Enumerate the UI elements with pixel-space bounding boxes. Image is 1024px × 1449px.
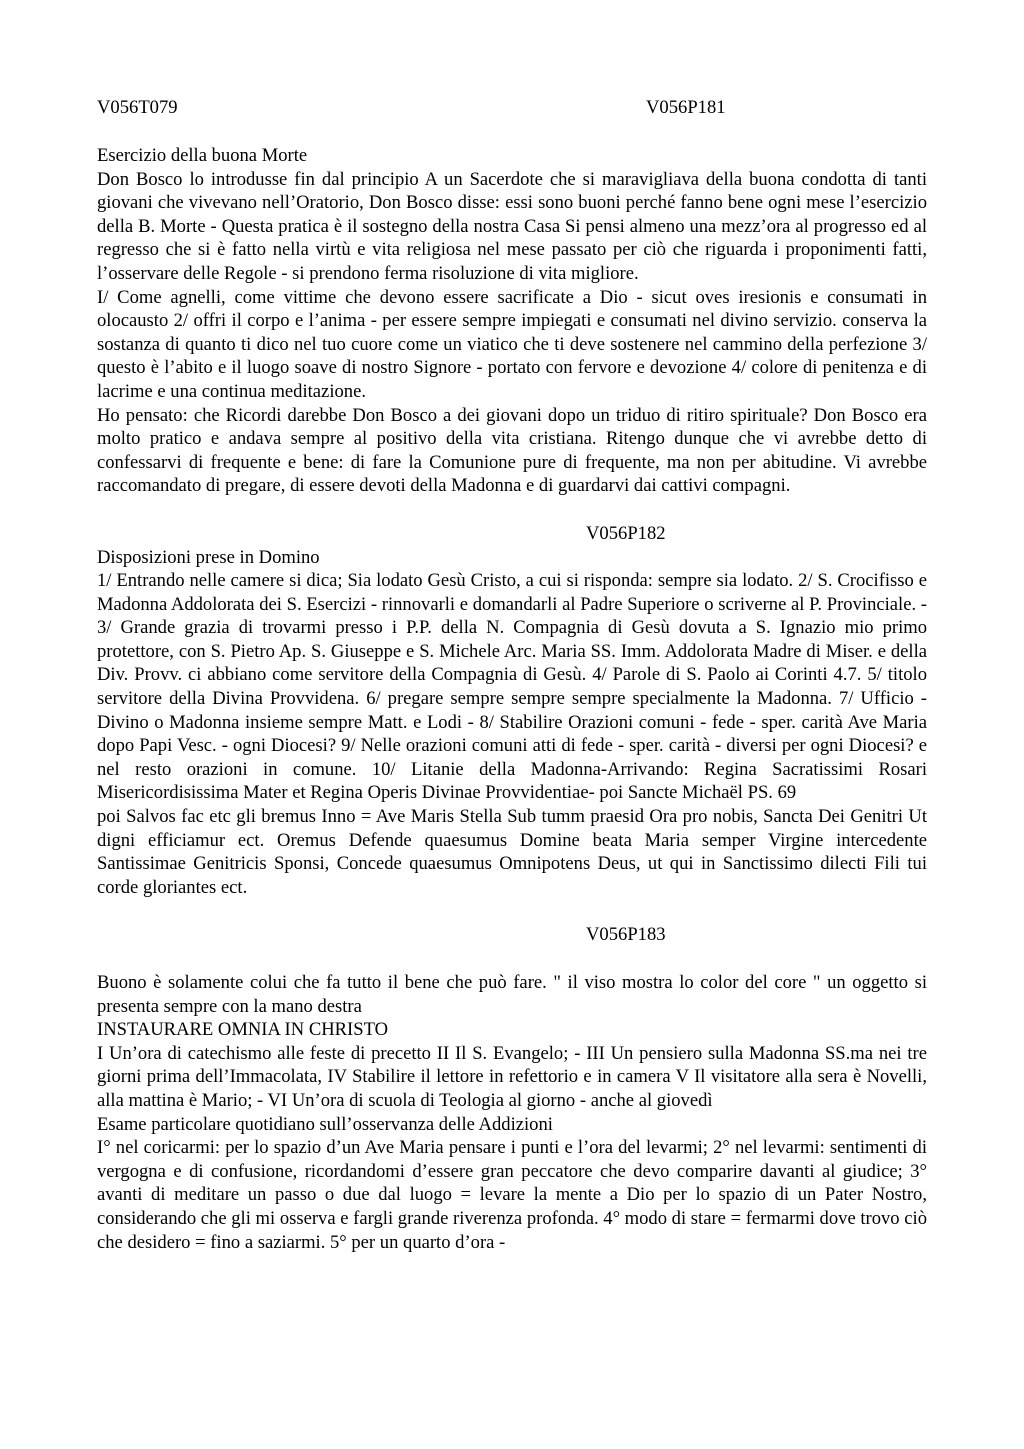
section-disposizioni xyxy=(97,522,927,900)
section-title: Esercizio della buona Morte xyxy=(97,145,308,166)
page-ref-183: V056P183 xyxy=(586,924,666,946)
page-ref-182: V056P182 xyxy=(586,522,666,544)
paragraph: poi Salvos fac etc gli bremus Inno = Ave Maris Stella Sub tumm praesid Ora pro nobis, Sancta Dei Genitri Ut digni efficiamur ect. Oremus Defende quaesumus Domine beata Maria semper Virgine intercedente Santissimae Genitricis Sponsi, Concede quaesumus Omnipotens Deus, ut qui in Sanctissimo dilecti Fili tui corde gloriantes ect. xyxy=(97,806,927,898)
page-header xyxy=(97,96,927,120)
section-buona-morte xyxy=(97,144,927,498)
section-instaurare xyxy=(97,923,927,1254)
paragraph: I/ Come agnelli, come vittime che devono essere sacrificate a Dio - sicut oves iresionis e consumati in olocausto 2/ offri il corpo e l’anima - per essere sempre impiegati e consumati nel divino servizio. conserva la sostanza di quanto ti dico nel tuo cuore come un viatico che ti deve sostenere nel cammino della perfezione 3/ questo è l’abito e il luogo soave di nostro Signore - portato con fervore e devozione 4/ colore di penitenza e di lacrime e una continua meditazione. xyxy=(97,286,927,402)
section-heading: INSTAURARE OMNIA IN CHRISTO xyxy=(97,1019,389,1041)
section-title: Disposizioni prese in Domino xyxy=(97,546,320,568)
paragraph: I° nel coricarmi: per lo spazio d’un Ave Maria pensare i punti e l’ora del levarmi; 2° nel levarmi: sentimenti di vergogna e di confusione, ricordandomi d’essere gran peccatore che devo comparire davanti al giudice; 3° avanti di meditare un passo o due dal luogo = levare la mente a Dio per lo spazio di un Pater Nostro, considerando che gli mi osserva e fargli grande riverenza profonda. 4° modo di stare = fermarmi dove trovo ciò che desidero = fino a saziarmi. 5° per un quarto d’ora - xyxy=(97,1137,927,1253)
paragraph: 1/ Entrando nelle camere si dica; Sia lodato Gesù Cristo, a cui si risponda: sempre sia lodato. 2/ S. Crocifisso e Madonna Addolorata dei S. Esercizi - rinnovarli e domandarli al Padre Superiore o scriverne al P. Provinciale. - 3/ Grande grazia di trovarmi presso i P.P. della N. Compagnia di Gesù dovuta a S. Ignazio mio primo protettore, con S. Pietro Ap. S. Giuseppe e S. Michele Arc. Maria SS. Imm. Addolorata Madre di Miser. e della Div. Provv. ci abbiano come servitore della Compagnia di Gesù. 4/ Parole di S. Paolo ai Corinti 4.7. 5/ titolo servitore della Divina Provvidena. 6/ pregare sempre sempre sempre specialmente la Madonna. 7/ Ufficio - Divino o Madonna insieme sempre Matt. e Lodi - 8/ Stabilire Orazioni comuni - fede - sper. carità Ave Maria dopo Papi Vesc. - ogni Diocesi? 9/ Nelle orazioni comuni atti di fede - sper. carità - diversi per ogni Diocesi? e nel resto orazioni in comune. 10/ Litanie della Madonna-Arrivando: Regina Sacratissimi Rosari Misericordisissima Mater et Regina Operis Divinae Provvidentiae- poi Sancte Michaël PS. 69 xyxy=(97,570,927,804)
doc-id: V056T079 xyxy=(97,97,178,118)
paragraph: I Un’ora di catechismo alle feste di precetto II Il S. Evangelo; - III Un pensiero sulla Madonna SS.ma nei tre giorni prima dell’Immacolata, IV Stabilire il lettore in refettorio e in camera V Il visitatore alla sera è Novelli, alla mattina è Mario; - VI Un’ora di scuola di Teologia al giorno - anche al giovedì xyxy=(97,1042,927,1111)
paragraph: Don Bosco lo introdusse fin dal principio A un Sacerdote che si maravigliava della buona condotta di tanti giovani che vivevano nell’Oratorio, Don Bosco disse: essi sono buoni perché fanno bene ogni mese l’esercizio della B. Morte - Questa pratica è il sostegno della nostra Casa Si pensi almeno una mezz’ora al progresso ed al regresso che si è fatto nella virtù e vita religiosa nel mese passato per ciò che riguarda i proponimenti fatti, l’osservare delle Regole - si prendono ferma risoluzione di vita migliore. xyxy=(97,168,927,284)
paragraph: Ho pensato: che Ricordi darebbe Don Bosco a dei giovani dopo un triduo di ritiro spirituale? Don Bosco era molto pratico e andava sempre al positivo della vita cristiana. Ritengo dunque che vi avrebbe detto di confessarvi di frequente e bene: di fare la Comunione pure di frequente, ma non per abitudine. Vi avrebbe raccomandato di pregare, di essere devoti della Madonna e di guardarvi dai cattivi compagni. xyxy=(97,404,927,497)
section-subtitle: Esame particolare quotidiano sull’osservanza delle Addizioni xyxy=(97,1113,553,1135)
paragraph: Buono è solamente colui che fa tutto il bene che può fare. " il viso mostra lo color del core " un oggetto si presenta sempre con la mano destra xyxy=(97,972,927,1017)
page-ref-181: V056P181 xyxy=(646,97,726,118)
